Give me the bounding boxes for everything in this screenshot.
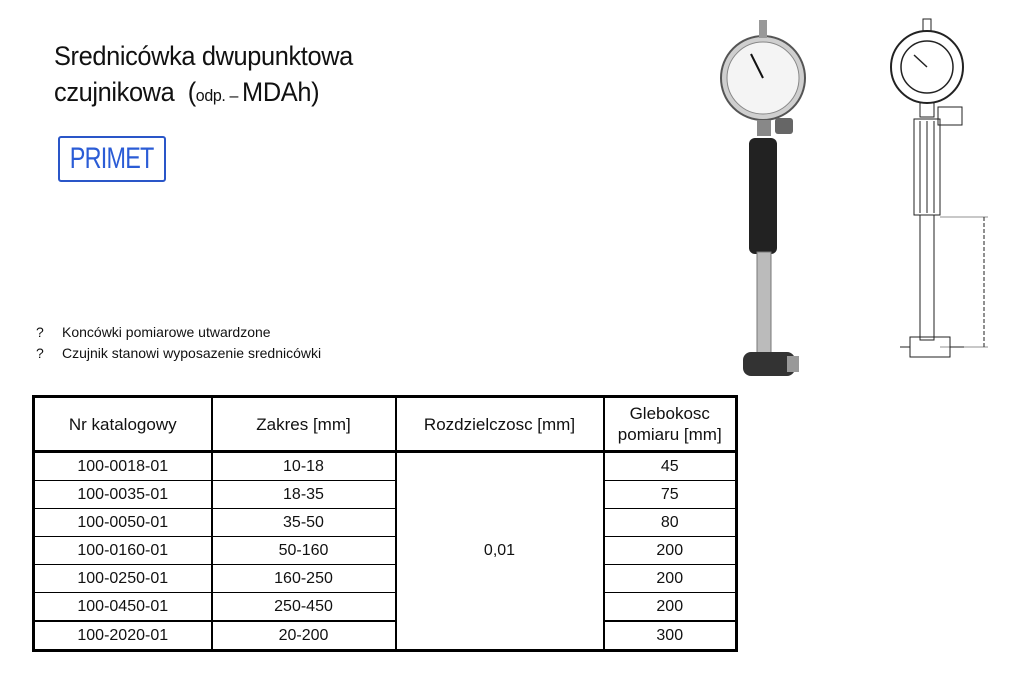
table-header-row (34, 397, 737, 452)
cell-nr: 100-0035-01 (34, 481, 212, 509)
header-zakres: Zakres [mm] (212, 397, 396, 452)
header-glebokosc-line2: pomiaru [mm] (617, 425, 722, 444)
primet-logo (58, 136, 166, 182)
note-bullet: ? (36, 324, 44, 340)
table-row (34, 481, 737, 509)
cell-glebokosc: 200 (604, 593, 737, 622)
note-item (36, 343, 321, 364)
cell-zakres: 18-35 (212, 481, 396, 509)
cell-glebokosc: 75 (604, 481, 737, 509)
cell-zakres: 160-250 (212, 565, 396, 593)
cell-nr: 100-0250-01 (34, 565, 212, 593)
logo-text: PRIMET (70, 142, 154, 175)
cell-zakres: 250-450 (212, 593, 396, 622)
bore-gauge-photo (715, 12, 815, 382)
note-text: Czujnik stanowi wyposazenie srednicówki (62, 345, 322, 361)
title-line-2 (54, 74, 353, 114)
cell-glebokosc: 200 (604, 537, 737, 565)
cell-glebokosc: 300 (604, 621, 737, 651)
cell-nr: 100-2020-01 (34, 621, 212, 651)
table-row (34, 593, 737, 622)
cell-zakres: 20-200 (212, 621, 396, 651)
header-glebokosc (604, 397, 737, 452)
note-item (36, 322, 321, 343)
cell-glebokosc: 200 (604, 565, 737, 593)
cell-glebokosc: 45 (604, 452, 737, 481)
header-nr: Nr katalogowy (34, 397, 212, 452)
feature-notes (36, 322, 321, 364)
cell-zakres: 35-50 (212, 509, 396, 537)
table-row (34, 537, 737, 565)
bore-gauge-drawing (880, 15, 990, 365)
table-row (34, 565, 737, 593)
title-main: czujnikowa (54, 77, 175, 107)
header-rozdzielczosc: Rozdzielczosc [mm] (396, 397, 604, 452)
title-line-1: Srednicówka dwupunktowa (54, 41, 353, 71)
cell-nr: 100-0450-01 (34, 593, 212, 622)
cell-glebokosc: 80 (604, 509, 737, 537)
table-row (34, 621, 737, 651)
title-odp: odp. – (195, 86, 243, 105)
title-paren: ( (187, 77, 196, 107)
cell-zakres: 10-18 (212, 452, 396, 481)
cell-zakres: 50-160 (212, 537, 396, 565)
table-row (34, 452, 737, 481)
note-bullet: ? (36, 345, 44, 361)
header-glebokosc-line1: Glebokosc (629, 404, 710, 423)
note-text: Koncówki pomiarowe utwardzone (62, 324, 271, 340)
page-title (54, 38, 353, 114)
catalog-table (32, 395, 738, 652)
cell-nr: 100-0050-01 (34, 509, 212, 537)
cell-rozdzielczosc: 0,01 (396, 452, 604, 651)
table-row (34, 509, 737, 537)
cell-nr: 100-0160-01 (34, 537, 212, 565)
cell-nr: 100-0018-01 (34, 452, 212, 481)
title-ref: MDAh) (242, 77, 320, 107)
